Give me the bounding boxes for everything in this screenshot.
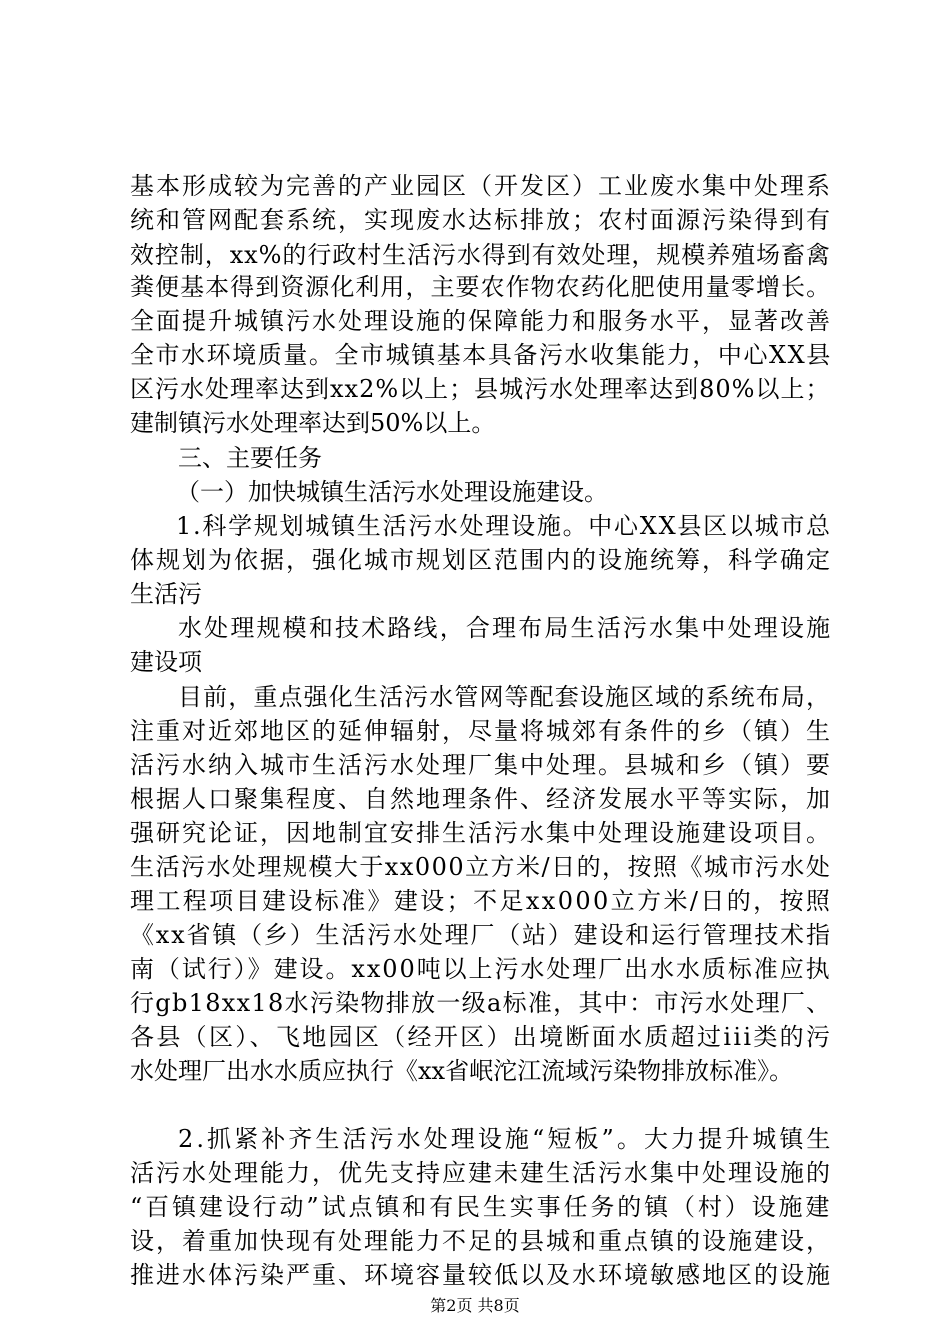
text-line: 区污水处理率达到xx2%以上；县城污水处理率达到80%以上； <box>130 375 831 403</box>
text-line: 体规划为依据，强化城市规划区范围内的设施统筹，科学确定 <box>130 546 832 574</box>
text-line: 建制镇污水处理率达到50%以上。 <box>130 409 496 437</box>
text-line: 根据人口聚集程度、自然地理条件、经济发展水平等实际，加 <box>130 785 832 813</box>
text-line: 全面提升城镇污水处理设施的保障能力和服务水平，显著改善 <box>130 307 832 335</box>
text-line: 目前，重点强化生活污水管网等配套设施区域的系统布局， <box>178 683 832 711</box>
text-line: 行gb18xx18水污染物排放一级a标准，其中：市污水处理厂、 <box>130 989 832 1017</box>
text-line: 三、主要任务 <box>178 444 322 472</box>
text-line: 效控制，xx%的行政村生活污水得到有效处理，规模养殖场畜禽 <box>130 241 831 269</box>
text-line: 统和管网配套系统，实现废水达标排放；农村面源污染得到有 <box>130 206 832 234</box>
text-line: 南（试行）》建设。xx00吨以上污水处理厂出水水质标准应执 <box>130 955 832 983</box>
text-line: 活污水纳入城市生活污水处理厂集中处理。县城和乡（镇）要 <box>130 751 832 779</box>
text-line: 生活污 <box>130 580 202 608</box>
text-line: 推进水体污染严重、环境容量较低以及水环境敏感地区的设施 <box>130 1261 832 1289</box>
text-line: 生活污水处理规模大于xx000立方米/日的，按照《城市污水处 <box>130 853 832 881</box>
text-line: 设，着重加快现有处理能力不足的县城和重点镇的设施建设， <box>130 1227 832 1255</box>
text-line: 1.科学规划城镇生活污水处理设施。中心XX县区以城市总 <box>176 512 832 540</box>
text-line: 强研究论证，因地制宜安排生活污水集中处理设施建设项目。 <box>130 819 832 847</box>
text-line: 各县（区）、飞地园区（经开区）出境断面水质超过iii类的污 <box>130 1023 833 1051</box>
text-line: （一）加快城镇生活污水处理设施建设。 <box>176 478 608 506</box>
text-line: 注重对近郊地区的延伸辐射，尽量将城郊有条件的乡（镇）生 <box>130 717 832 745</box>
text-line: 2.抓紧补齐生活污水处理设施“短板”。大力提升城镇生 <box>178 1125 834 1153</box>
text-line: 全市水环境质量。全市城镇基本具备污水收集能力，中心XX县 <box>130 341 832 369</box>
page-footer: 第2页 共8页 <box>430 1296 520 1315</box>
text-line: “百镇建设行动”试点镇和有民生实事任务的镇（村）设施建 <box>130 1193 833 1221</box>
text-line: 《xx省镇（乡）生活污水处理厂（站）建设和运行管理技术指 <box>130 921 832 949</box>
text-line: 水处理厂出水水质应执行《xx省岷沱江流域污染物排放标准》。 <box>130 1057 794 1085</box>
text-line: 粪便基本得到资源化利用，主要农作物农药化肥使用量零增长。 <box>130 273 832 301</box>
text-line: 理工程项目建设标准》建设；不足xx000立方米/日的，按照 <box>130 887 833 915</box>
text-line: 建设项 <box>130 648 202 676</box>
text-line: 活污水处理能力，优先支持应建未建生活污水集中处理设施的 <box>130 1159 832 1187</box>
text-line: 水处理规模和技术路线，合理布局生活污水集中处理设施 <box>178 614 833 642</box>
text-line: 基本形成较为完善的产业园区（开发区）工业废水集中处理系 <box>130 172 832 200</box>
